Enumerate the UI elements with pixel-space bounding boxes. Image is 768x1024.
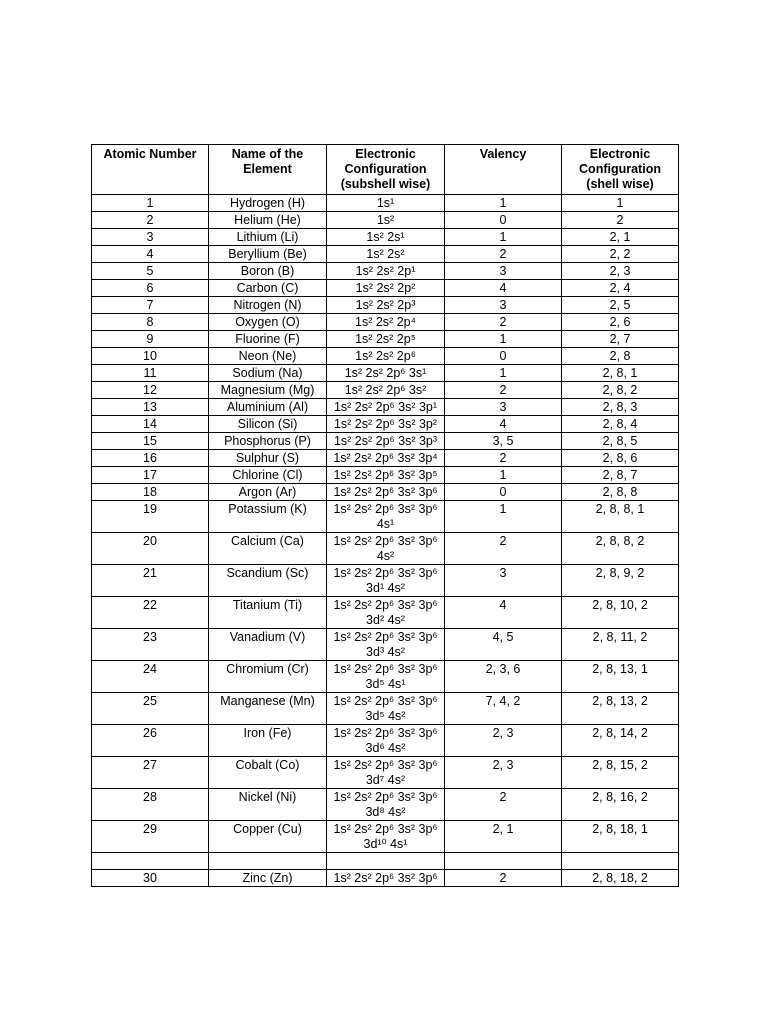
shell-configuration-cell: 2, 8, 10, 2 xyxy=(562,597,679,629)
shell-configuration-cell: 2, 5 xyxy=(562,297,679,314)
subshell-configuration-cell: 1s² 2s² 2p⁶ 3s² 3p⁶ 3d² 4s² xyxy=(327,597,445,629)
subshell-configuration-cell: 1s² 2s² 2p⁶ 3s² 3p⁶ 3d⁵ 4s² xyxy=(327,693,445,725)
atomic-number-cell: 4 xyxy=(92,246,209,263)
element-name-cell: Scandium (Sc) xyxy=(209,565,327,597)
valency-cell: 1 xyxy=(445,331,562,348)
subshell-configuration-cell: 1s² 2s² 2p⁶ 3s² 3p⁶ 3d⁶ 4s² xyxy=(327,725,445,757)
shell-configuration-cell: 2, 8, 4 xyxy=(562,416,679,433)
table-row xyxy=(92,348,679,365)
subshell-configuration-cell: 1s² 2s² 2p⁶ 3s² xyxy=(327,382,445,399)
valency-cell: 4 xyxy=(445,597,562,629)
subshell-configuration-cell: 1s² 2s² 2p⁶ 3s² 3p⁶ 3d¹ 4s² xyxy=(327,565,445,597)
element-name-cell: Argon (Ar) xyxy=(209,484,327,501)
table-row xyxy=(92,246,679,263)
atomic-number-cell: 7 xyxy=(92,297,209,314)
element-name-cell: Helium (He) xyxy=(209,212,327,229)
atomic-number-cell: 24 xyxy=(92,661,209,693)
subshell-configuration-cell: 1s² 2s² 2p² xyxy=(327,280,445,297)
atomic-number-cell: 1 xyxy=(92,195,209,212)
shell-configuration-cell: 2, 8, 7 xyxy=(562,467,679,484)
valency-cell: 4, 5 xyxy=(445,629,562,661)
subshell-configuration-cell: 1s² 2s² 2p⁶ 3s² 3p⁶ 3d⁸ 4s² xyxy=(327,789,445,821)
shell-configuration-cell: 2, 8, 18, 1 xyxy=(562,821,679,853)
shell-configuration-cell: 2, 7 xyxy=(562,331,679,348)
subshell-configuration-cell: 1s² 2s² 2p⁶ 3s² 3p⁶ 3d⁵ 4s¹ xyxy=(327,661,445,693)
valency-cell: 3, 5 xyxy=(445,433,562,450)
subshell-configuration-cell: 1s² 2s² 2p⁶ 3s² 3p⁶ 4s² xyxy=(327,533,445,565)
atomic-number-cell: 11 xyxy=(92,365,209,382)
valency-cell: 1 xyxy=(445,229,562,246)
element-name-cell: Chlorine (Cl) xyxy=(209,467,327,484)
subshell-configuration-cell xyxy=(327,853,445,870)
header-subshell-configuration: Electronic Configuration (subshell wise) xyxy=(327,145,445,195)
shell-configuration-cell: 2, 3 xyxy=(562,263,679,280)
subshell-configuration-cell: 1s² 2s² 2p⁶ 3s² 3p⁶ 3d¹⁰ 4s¹ xyxy=(327,821,445,853)
subshell-configuration-cell: 1s² 2s² 2p⁶ 3s² 3p⁶ 4s¹ xyxy=(327,501,445,533)
atomic-number-cell: 5 xyxy=(92,263,209,280)
atomic-number-cell: 30 xyxy=(92,870,209,887)
atomic-number-cell: 26 xyxy=(92,725,209,757)
element-name-cell: Carbon (C) xyxy=(209,280,327,297)
shell-configuration-cell: 2, 8, 5 xyxy=(562,433,679,450)
valency-cell: 1 xyxy=(445,195,562,212)
subshell-configuration-cell: 1s² 2s² 2p⁶ 3s² 3p³ xyxy=(327,433,445,450)
atomic-number-cell: 10 xyxy=(92,348,209,365)
subshell-configuration-cell: 1s² 2s² 2p⁶ 3s² 3p⁶ 3d⁷ 4s² xyxy=(327,757,445,789)
table-row xyxy=(92,399,679,416)
subshell-configuration-cell: 1s² 2s² 2p⁶ 3s² 3p⁶ xyxy=(327,870,445,887)
shell-configuration-cell: 2, 8, 11, 2 xyxy=(562,629,679,661)
valency-cell xyxy=(445,853,562,870)
valency-cell: 2 xyxy=(445,870,562,887)
elements-table xyxy=(91,144,679,887)
element-name-cell: Calcium (Ca) xyxy=(209,533,327,565)
shell-configuration-cell: 2, 8, 18, 2 xyxy=(562,870,679,887)
valency-cell: 2, 3 xyxy=(445,757,562,789)
shell-configuration-cell: 2, 8, 9, 2 xyxy=(562,565,679,597)
atomic-number-cell: 28 xyxy=(92,789,209,821)
element-name-cell: Beryllium (Be) xyxy=(209,246,327,263)
shell-configuration-cell: 2, 6 xyxy=(562,314,679,331)
table-row xyxy=(92,789,679,821)
table-row xyxy=(92,870,679,887)
element-name-cell: Sulphur (S) xyxy=(209,450,327,467)
element-name-cell: Chromium (Cr) xyxy=(209,661,327,693)
table-row xyxy=(92,297,679,314)
table-row xyxy=(92,821,679,853)
subshell-configuration-cell: 1s¹ xyxy=(327,195,445,212)
element-name-cell: Oxygen (O) xyxy=(209,314,327,331)
element-name-cell: Fluorine (F) xyxy=(209,331,327,348)
valency-cell: 1 xyxy=(445,501,562,533)
shell-configuration-cell: 2, 8, 13, 1 xyxy=(562,661,679,693)
header-element-name: Name of the Element xyxy=(209,145,327,195)
table-row xyxy=(92,263,679,280)
element-name-cell: Neon (Ne) xyxy=(209,348,327,365)
element-name-cell: Zinc (Zn) xyxy=(209,870,327,887)
valency-cell: 3 xyxy=(445,399,562,416)
table-row xyxy=(92,467,679,484)
valency-cell: 2 xyxy=(445,314,562,331)
table-row xyxy=(92,565,679,597)
valency-cell: 2 xyxy=(445,450,562,467)
table-row xyxy=(92,314,679,331)
table-row xyxy=(92,433,679,450)
table-row xyxy=(92,533,679,565)
subshell-configuration-cell: 1s² 2s² 2p⁶ 3s² 3p⁶ 3d³ 4s² xyxy=(327,629,445,661)
subshell-configuration-cell: 1s² 2s¹ xyxy=(327,229,445,246)
subshell-configuration-cell: 1s² 2s² 2p⁴ xyxy=(327,314,445,331)
valency-cell: 2 xyxy=(445,789,562,821)
atomic-number-cell xyxy=(92,853,209,870)
table-row xyxy=(92,725,679,757)
shell-configuration-cell: 2, 8 xyxy=(562,348,679,365)
atomic-number-cell: 21 xyxy=(92,565,209,597)
table-row xyxy=(92,212,679,229)
shell-configuration-cell: 2, 8, 8, 1 xyxy=(562,501,679,533)
subshell-configuration-cell: 1s² xyxy=(327,212,445,229)
atomic-number-cell: 9 xyxy=(92,331,209,348)
shell-configuration-cell: 2, 8, 1 xyxy=(562,365,679,382)
atomic-number-cell: 3 xyxy=(92,229,209,246)
table-row xyxy=(92,661,679,693)
atomic-number-cell: 12 xyxy=(92,382,209,399)
table-row xyxy=(92,501,679,533)
element-name-cell: Vanadium (V) xyxy=(209,629,327,661)
valency-cell: 3 xyxy=(445,565,562,597)
valency-cell: 2 xyxy=(445,533,562,565)
element-name-cell: Sodium (Na) xyxy=(209,365,327,382)
atomic-number-cell: 22 xyxy=(92,597,209,629)
subshell-configuration-cell: 1s² 2s² 2p⁶ 3s² 3p⁶ xyxy=(327,484,445,501)
element-name-cell: Aluminium (Al) xyxy=(209,399,327,416)
valency-cell: 0 xyxy=(445,484,562,501)
valency-cell: 7, 4, 2 xyxy=(445,693,562,725)
shell-configuration-cell: 2, 8, 2 xyxy=(562,382,679,399)
element-name-cell: Magnesium (Mg) xyxy=(209,382,327,399)
shell-configuration-cell: 2, 8, 16, 2 xyxy=(562,789,679,821)
valency-cell: 2, 3, 6 xyxy=(445,661,562,693)
table-body xyxy=(92,195,679,887)
subshell-configuration-cell: 1s² 2s² 2p³ xyxy=(327,297,445,314)
atomic-number-cell: 27 xyxy=(92,757,209,789)
atomic-number-cell: 29 xyxy=(92,821,209,853)
subshell-configuration-cell: 1s² 2s² 2p⁶ 3s¹ xyxy=(327,365,445,382)
atomic-number-cell: 23 xyxy=(92,629,209,661)
atomic-number-cell: 18 xyxy=(92,484,209,501)
table-row xyxy=(92,365,679,382)
atomic-number-cell: 2 xyxy=(92,212,209,229)
element-name-cell: Titanium (Ti) xyxy=(209,597,327,629)
shell-configuration-cell: 2, 4 xyxy=(562,280,679,297)
element-name-cell: Nickel (Ni) xyxy=(209,789,327,821)
header-atomic-number: Atomic Number xyxy=(92,145,209,195)
element-name-cell xyxy=(209,853,327,870)
table-row xyxy=(92,450,679,467)
valency-cell: 2 xyxy=(445,246,562,263)
shell-configuration-cell: 2, 8, 14, 2 xyxy=(562,725,679,757)
valency-cell: 1 xyxy=(445,467,562,484)
element-name-cell: Boron (B) xyxy=(209,263,327,280)
element-name-cell: Lithium (Li) xyxy=(209,229,327,246)
valency-cell: 0 xyxy=(445,212,562,229)
shell-configuration-cell xyxy=(562,853,679,870)
element-name-cell: Copper (Cu) xyxy=(209,821,327,853)
shell-configuration-cell: 2, 8, 8, 2 xyxy=(562,533,679,565)
element-name-cell: Nitrogen (N) xyxy=(209,297,327,314)
table-row xyxy=(92,629,679,661)
table-row xyxy=(92,757,679,789)
subshell-configuration-cell: 1s² 2s² xyxy=(327,246,445,263)
atomic-number-cell: 8 xyxy=(92,314,209,331)
atomic-number-cell: 20 xyxy=(92,533,209,565)
table-row xyxy=(92,229,679,246)
valency-cell: 2, 1 xyxy=(445,821,562,853)
atomic-number-cell: 6 xyxy=(92,280,209,297)
valency-cell: 4 xyxy=(445,416,562,433)
subshell-configuration-cell: 1s² 2s² 2p⁵ xyxy=(327,331,445,348)
element-name-cell: Iron (Fe) xyxy=(209,725,327,757)
element-name-cell: Hydrogen (H) xyxy=(209,195,327,212)
table-row xyxy=(92,693,679,725)
header-valency: Valency xyxy=(445,145,562,195)
element-name-cell: Phosphorus (P) xyxy=(209,433,327,450)
shell-configuration-cell: 2, 8, 3 xyxy=(562,399,679,416)
subshell-configuration-cell: 1s² 2s² 2p⁶ 3s² 3p² xyxy=(327,416,445,433)
valency-cell: 0 xyxy=(445,348,562,365)
atomic-number-cell: 25 xyxy=(92,693,209,725)
shell-configuration-cell: 1 xyxy=(562,195,679,212)
atomic-number-cell: 16 xyxy=(92,450,209,467)
element-name-cell: Cobalt (Co) xyxy=(209,757,327,789)
table-row xyxy=(92,484,679,501)
atomic-number-cell: 13 xyxy=(92,399,209,416)
subshell-configuration-cell: 1s² 2s² 2p⁶ 3s² 3p¹ xyxy=(327,399,445,416)
subshell-configuration-cell: 1s² 2s² 2p⁶ 3s² 3p⁴ xyxy=(327,450,445,467)
shell-configuration-cell: 2, 8, 6 xyxy=(562,450,679,467)
valency-cell: 2 xyxy=(445,382,562,399)
table-row xyxy=(92,416,679,433)
shell-configuration-cell: 2 xyxy=(562,212,679,229)
shell-configuration-cell: 2, 2 xyxy=(562,246,679,263)
element-name-cell: Manganese (Mn) xyxy=(209,693,327,725)
valency-cell: 4 xyxy=(445,280,562,297)
table-row xyxy=(92,280,679,297)
shell-configuration-cell: 2, 8, 8 xyxy=(562,484,679,501)
atomic-number-cell: 15 xyxy=(92,433,209,450)
element-name-cell: Silicon (Si) xyxy=(209,416,327,433)
atomic-number-cell: 14 xyxy=(92,416,209,433)
header-row xyxy=(92,145,679,195)
subshell-configuration-cell: 1s² 2s² 2p¹ xyxy=(327,263,445,280)
valency-cell: 2, 3 xyxy=(445,725,562,757)
table-row xyxy=(92,382,679,399)
atomic-number-cell: 19 xyxy=(92,501,209,533)
header-shell-configuration: Electronic Configuration (shell wise) xyxy=(562,145,679,195)
table-row xyxy=(92,195,679,212)
table-header xyxy=(92,145,679,195)
valency-cell: 3 xyxy=(445,263,562,280)
table-row xyxy=(92,853,679,870)
shell-configuration-cell: 2, 8, 15, 2 xyxy=(562,757,679,789)
valency-cell: 3 xyxy=(445,297,562,314)
shell-configuration-cell: 2, 8, 13, 2 xyxy=(562,693,679,725)
atomic-number-cell: 17 xyxy=(92,467,209,484)
valency-cell: 1 xyxy=(445,365,562,382)
table-row xyxy=(92,331,679,348)
element-name-cell: Potassium (K) xyxy=(209,501,327,533)
subshell-configuration-cell: 1s² 2s² 2p⁶ xyxy=(327,348,445,365)
subshell-configuration-cell: 1s² 2s² 2p⁶ 3s² 3p⁵ xyxy=(327,467,445,484)
shell-configuration-cell: 2, 1 xyxy=(562,229,679,246)
table-row xyxy=(92,597,679,629)
